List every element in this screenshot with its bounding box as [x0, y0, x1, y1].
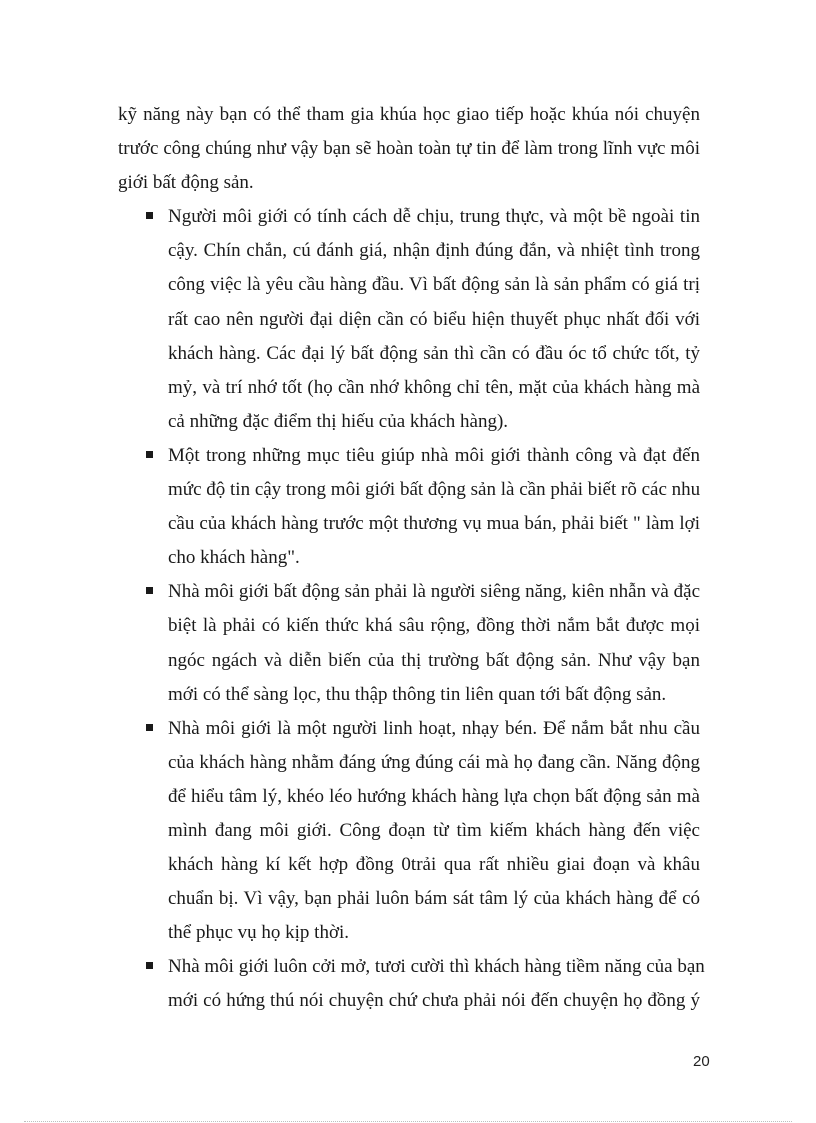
text-line: cho khách hàng".: [168, 547, 300, 569]
bullet-item: [118, 575, 700, 711]
text-line: trước công chúng như vậy bạn sẽ hoàn toàn tự tin để làm trong lĩnh vực môi: [118, 138, 700, 160]
text-line: mức độ tin cậy trong môi giới bất động sản là cần phải biết rõ các nhu: [168, 479, 701, 501]
text-line: mới có hứng thú nói chuyện chứ chưa phải nói đến chuyện họ đồng ý: [168, 990, 700, 1012]
text-line: Người môi giới có tính cách dễ chịu, trung thực, và một bề ngoài tin: [168, 206, 700, 228]
text-line: mới có thể sàng lọc, thu thập thông tin liên quan tới bất động sản.: [168, 683, 667, 705]
text-line: thể phục vụ họ kịp thời.: [168, 922, 350, 944]
text-line: cả những đặc điểm thị hiếu của khách hàng).: [168, 410, 509, 432]
square-bullet-icon: [146, 451, 153, 458]
text-line: Nhà môi giới luôn cởi mở, tươi cười thì khách hàng tiềm năng của bạn: [168, 956, 705, 978]
text-line: chuẩn bị. Vì vậy, bạn phải luôn bám sát tâm lý của khách hàng để có: [168, 888, 700, 910]
text-line: biệt là phải có kiến thức khá sâu rộng, đồng thời nắm bắt được mọi: [168, 615, 700, 637]
bullet-item: [118, 712, 700, 951]
text-line: công việc là yêu cầu hàng đầu. Vì bất động sản là sản phẩm có giá trị: [168, 274, 700, 296]
text-line: ngóc ngách và diễn biến của thị trường bất động sản. Như vậy bạn: [168, 649, 700, 671]
text-line: Nhà môi giới là một người linh hoạt, nhạy bén. Để nắm bắt nhu cầu: [168, 717, 700, 739]
text-line: mình đang môi giới. Công đoạn từ tìm kiếm khách hàng đến việc: [168, 819, 700, 841]
square-bullet-icon: [146, 962, 153, 969]
intro-paragraph: [118, 98, 700, 200]
page-top-margin: [0, 0, 816, 72]
text-line: khách hàng kí kết hợp đồng 0trải qua rất nhiều giai đoạn và khâu: [168, 854, 700, 876]
text-line: cậy. Chín chắn, cú đánh giá, nhận định đúng đắn, và nhiệt tình trong: [168, 240, 700, 262]
bullet-item: [118, 200, 700, 439]
text-line: giới bất động sản.: [118, 172, 254, 194]
square-bullet-icon: [146, 587, 153, 594]
page-number: 20: [693, 1053, 710, 1070]
page-bottom-divider: [24, 1121, 792, 1122]
text-line: kỹ năng này bạn có thể tham gia khúa học giao tiếp hoặc khúa nói chuyện: [118, 104, 700, 125]
text-line: Nhà môi giới bất động sản phải là người siêng năng, kiên nhẫn và đặc: [168, 581, 700, 603]
text-line: mỷ, và trí nhớ tốt (họ cần nhớ không chỉ tên, mặt của khách hàng mà: [168, 376, 700, 398]
document-body: [118, 98, 705, 1019]
text-line: khách hàng. Các đại lý bất động sản thì cần có đầu óc tổ chức tốt, tỷ: [168, 342, 700, 364]
bullet-item: [118, 439, 700, 575]
square-bullet-icon: [146, 724, 153, 731]
text-line: Một trong những mục tiêu giúp nhà môi giới thành công và đạt đến: [168, 444, 700, 466]
text-line: cầu của khách hàng trước một thương vụ mua bán, phải biết " làm lợi: [168, 513, 700, 535]
text-line: để hiểu tâm lý, khéo léo hướng khách hàng lựa chọn bất động sản mà: [168, 785, 700, 807]
square-bullet-icon: [146, 212, 153, 219]
bullet-item: [118, 950, 705, 1018]
text-line: rất cao nên người đại diện cần có biểu hiện thuyết phục nhất đối với: [168, 308, 700, 330]
text-line: của khách hàng nhằm đáng ứng đúng cái mà họ đang cần. Năng động: [168, 751, 700, 773]
